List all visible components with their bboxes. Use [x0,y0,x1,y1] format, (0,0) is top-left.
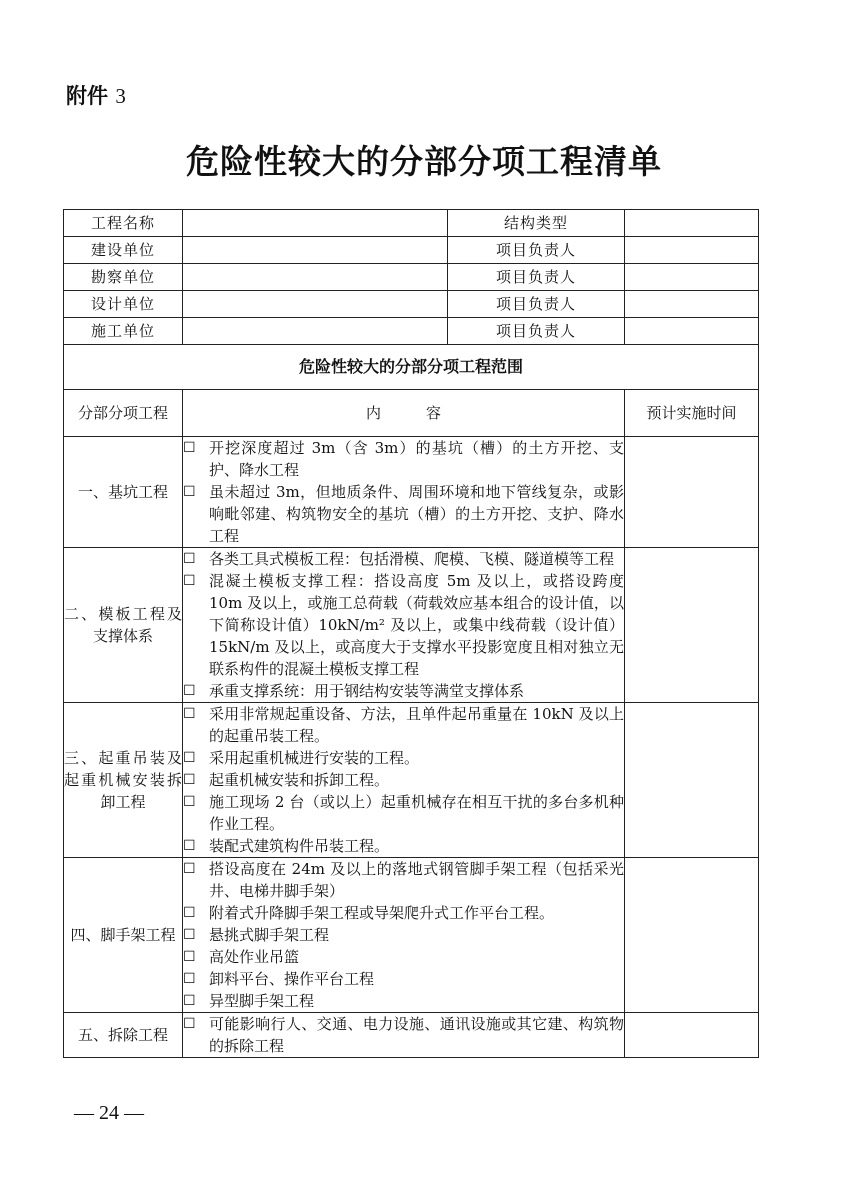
checklist-item [183,902,624,924]
column-header-content: 内 容 [183,390,625,437]
category-name: 三、起重吊装及起重机械安装拆卸工程 [64,703,183,858]
checklist-item [183,946,624,968]
checklist-item [183,769,624,791]
range-title-row [64,345,759,390]
checklist-item-text: 异型脚手架工程 [209,992,315,1010]
checkbox-icon[interactable]: ☐ [183,927,196,943]
info-right-value[interactable] [625,237,759,264]
category-row [64,1013,759,1058]
checklist-item [183,548,624,570]
checkbox-icon[interactable]: ☐ [183,971,196,987]
checkbox-icon[interactable]: ☐ [183,838,196,854]
info-row [64,237,759,264]
checkbox-icon[interactable]: ☐ [183,440,196,456]
planned-time-cell[interactable] [625,703,759,858]
info-right-label: 项目负责人 [448,264,625,291]
project-checklist-table [63,209,759,1058]
planned-time-cell[interactable] [625,858,759,1013]
checklist-item-text: 装配式建筑构件吊装工程。 [209,837,390,855]
checklist-item-text: 施工现场 2 台（或以上）起重机械存在相互干扰的多台多机种作业工程。 [209,793,624,833]
info-value[interactable] [183,291,448,318]
checklist-item-text: 开挖深度超过 3m（含 3m）的基坑（槽）的土方开挖、支护、降水工程 [209,439,624,479]
range-title: 危险性较大的分部分项工程范围 [64,345,759,390]
checkbox-icon[interactable]: ☐ [183,993,196,1009]
attachment-label-text: 附件 [66,84,108,108]
category-items [183,548,625,703]
info-right-value[interactable] [625,264,759,291]
checkbox-icon[interactable]: ☐ [183,905,196,921]
checkbox-icon[interactable]: ☐ [183,794,196,810]
info-right-label: 项目负责人 [448,318,625,345]
checklist-item-text: 采用非常规起重设备、方法，且单件起吊重量在 10kN 及以上的起重吊装工程。 [209,705,624,745]
checklist-item-text: 采用起重机械进行安装的工程。 [209,749,420,767]
checklist-item-text: 混凝土模板支撑工程：搭设高度 5m 及以上，或搭设跨度 10m 及以上，或施工总荷载（荷载效应基本组合的设计值，以下简称设计值）10kN/m² 及以上，或集中线荷载（设计值）15kN/m 及以上，或高度大于支撑水平投影宽度且相对独立无联系构件的混凝土模板支撑工程 [209,572,624,678]
checklist-item-text: 搭设高度在 24m 及以上的落地式钢管脚手架工程（包括采光井、电梯井脚手架） [209,860,624,900]
checklist-item [183,968,624,990]
checkbox-icon[interactable]: ☐ [183,551,196,567]
checklist-item [183,1013,624,1057]
info-value[interactable] [183,318,448,345]
column-header-category: 分部分项工程 [64,390,183,437]
page-number: — 24 — [74,1102,144,1124]
info-right-label: 项目负责人 [448,291,625,318]
checklist-item [183,680,624,702]
info-right-value[interactable] [625,210,759,237]
checklist-item-text: 承重支撑系统：用于钢结构安装等满堂支撑体系 [209,682,525,700]
checklist-item-text: 卸料平台、操作平台工程 [209,970,375,988]
info-row [64,264,759,291]
category-row [64,548,759,703]
category-row [64,437,759,548]
info-label: 工程名称 [64,210,183,237]
checklist-item [183,747,624,769]
info-value[interactable] [183,264,448,291]
category-name: 五、拆除工程 [64,1013,183,1058]
planned-time-cell[interactable] [625,548,759,703]
planned-time-cell[interactable] [625,1013,759,1058]
checklist-item [183,481,624,547]
info-right-label: 结构类型 [448,210,625,237]
checklist-item [183,990,624,1012]
checkbox-icon[interactable]: ☐ [183,949,196,965]
column-header-time: 预计实施时间 [625,390,759,437]
category-row [64,858,759,1013]
checkbox-icon[interactable]: ☐ [183,573,196,589]
info-label: 建设单位 [64,237,183,264]
checklist-item [183,437,624,481]
category-items [183,437,625,548]
checkbox-icon[interactable]: ☐ [183,1016,196,1032]
category-name: 二、模板工程及支撑体系 [64,548,183,703]
info-right-value[interactable] [625,318,759,345]
checklist-item [183,924,624,946]
planned-time-cell[interactable] [625,437,759,548]
checklist-item [183,570,624,680]
info-row [64,210,759,237]
page-title: 危险性较大的分部分项工程清单 [186,142,662,181]
category-name: 四、脚手架工程 [64,858,183,1013]
checkbox-icon[interactable]: ☐ [183,750,196,766]
info-value[interactable] [183,237,448,264]
info-right-value[interactable] [625,291,759,318]
info-row [64,291,759,318]
category-name: 一、基坑工程 [64,437,183,548]
checklist-item-text: 附着式升降脚手架工程或导架爬升式工作平台工程。 [209,904,555,922]
category-items [183,703,625,858]
info-label: 施工单位 [64,318,183,345]
checklist-item [183,858,624,902]
checkbox-icon[interactable]: ☐ [183,861,196,877]
column-header-row [64,390,759,437]
category-items [183,858,625,1013]
info-value[interactable] [183,210,448,237]
checkbox-icon[interactable]: ☐ [183,772,196,788]
checklist-item-text: 起重机械安装和拆卸工程。 [209,771,390,789]
checklist-item [183,835,624,857]
checklist-item-text: 虽未超过 3m，但地质条件、周围环境和地下管线复杂，或影响毗邻建、构筑物安全的基坑（槽）的土方开挖、支护、降水工程 [209,483,624,545]
info-right-label: 项目负责人 [448,237,625,264]
checklist-item-text: 可能影响行人、交通、电力设施、通讯设施或其它建、构筑物的拆除工程 [209,1015,624,1055]
info-row [64,318,759,345]
checklist-item [183,791,624,835]
attachment-number: 3 [115,84,126,108]
checklist-item-text: 悬挑式脚手架工程 [209,926,330,944]
category-items [183,1013,625,1058]
info-label: 设计单位 [64,291,183,318]
checklist-item [183,703,624,747]
checkbox-icon[interactable]: ☐ [183,683,196,699]
checklist-item-text: 高处作业吊篮 [209,948,300,966]
category-row [64,703,759,858]
info-label: 勘察单位 [64,264,183,291]
checkbox-icon[interactable]: ☐ [183,706,196,722]
attachment-label [66,80,126,110]
checkbox-icon[interactable]: ☐ [183,484,196,500]
checklist-item-text: 各类工具式模板工程：包括滑模、爬模、飞模、隧道模等工程 [209,550,615,568]
